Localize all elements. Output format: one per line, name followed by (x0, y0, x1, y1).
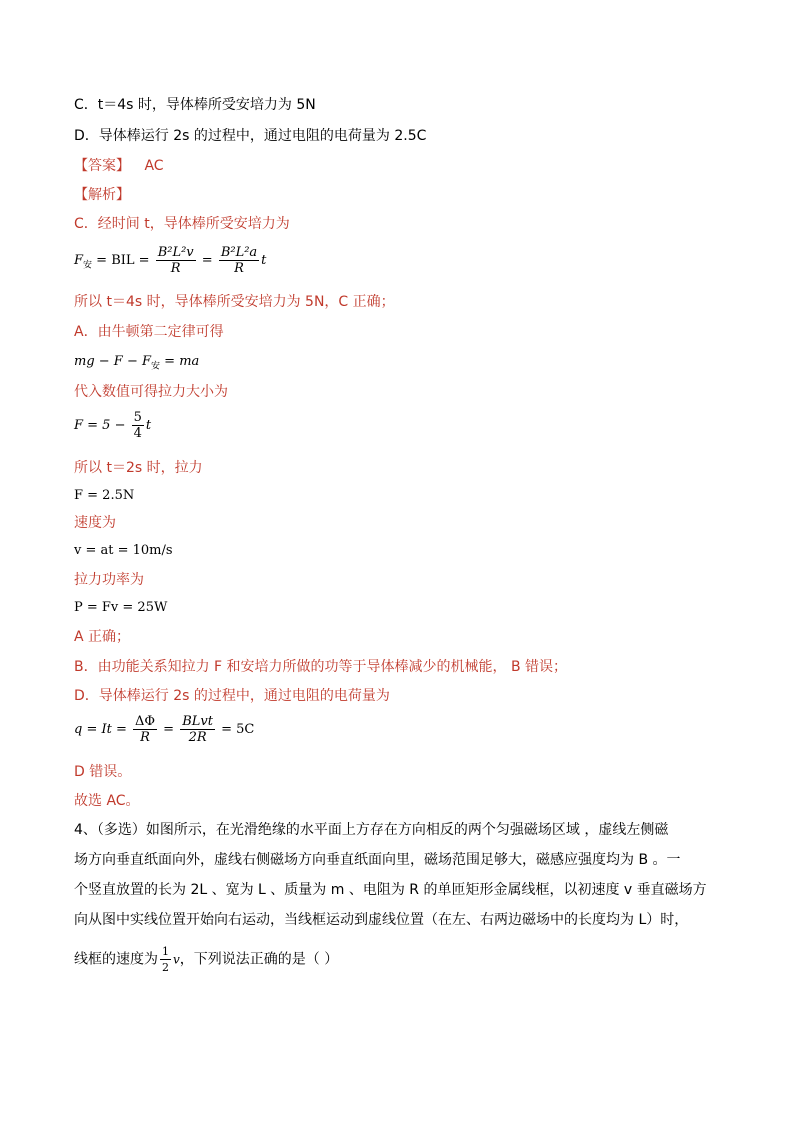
answer-label: 【答案】 (74, 158, 130, 174)
choose-line: 故选 AC。 (74, 793, 140, 809)
question-4 (74, 818, 724, 975)
formula-f-value: F = 2.5N (74, 488, 135, 503)
question-line-3: 个竖直放置的长为 2L 、宽为 L 、质量为 m 、电阻为 R 的单匝矩形金属线框，以初速度 v 垂直磁场方 (74, 882, 707, 898)
c-intro: C．经时间 t，导体棒所受安培力为 (74, 216, 290, 232)
formula-power: P = Fv = 25W (74, 600, 168, 615)
power-label: 拉力功率为 (74, 572, 144, 588)
a-substitute: 代入数值可得拉力大小为 (74, 384, 228, 400)
question-line-5: 线框的速度为 $\frac{1}{2}$ v，下列说法正确的是（ ） (74, 945, 339, 974)
formula-pull-force: F = 5 − $\frac{5}{4}$ t (74, 410, 152, 441)
question-line-2: 场方向垂直纸面向外，虚线右侧磁场方向垂直纸面向里，磁场范围足够大，磁感应强度均为 B 。一 (74, 852, 681, 868)
d-intro: D．导体棒运行 2s 的过程中，通过电阻的电荷量为 (74, 688, 390, 704)
c-conclusion: 所以 t＝4s 时，导体棒所受安培力为 5N，C 正确； (74, 294, 395, 310)
option-d: D．导体棒运行 2s 的过程中，通过电阻的电荷量为 2.5C (74, 128, 427, 144)
b-line: B．由功能关系知拉力 F 和安培力所做的功等于导体棒减少的机械能， B 错误； (74, 659, 568, 675)
a-correct: A 正确； (74, 629, 131, 645)
d-wrong: D 错误。 (74, 764, 132, 780)
formula-speed: v = at = 10m/s (74, 543, 173, 558)
question-line-1: 4、（多选）如图所示，在光滑绝缘的水平面上方存在方向相反的两个匀强磁场区域 ，虚线左侧磁 (74, 822, 669, 838)
a-t2: 所以 t＝2s 时，拉力 (74, 460, 203, 476)
analysis-label: 【解析】 (74, 187, 130, 203)
a-intro: A．由牛顿第二定律可得 (74, 324, 224, 340)
formula-charge: q = It = $\frac{\Delta\Phi}{R}$ = $\frac{\text{BLvt}}{2R}$ = 5C (74, 714, 255, 745)
formula-newton: mg − $F - F_安$ = ma (74, 354, 200, 372)
answer-row (74, 157, 164, 175)
speed-label: 速度为 (74, 515, 116, 531)
formula-ampere-force: $F_安$ = BIL = $\frac{\text{B²L²v}}{R}$ = $\frac{\text{B²L²a}}{R}$ t (74, 245, 267, 276)
answer-value: AC (144, 158, 164, 174)
question-line-4: 向从图中实线位置开始向右运动，当线框运动到虚线位置（在左、右两边磁场中的长度均为 L）时， (74, 912, 689, 928)
option-c: C．t＝4s 时，导体棒所受安培力为 5N (74, 97, 316, 113)
